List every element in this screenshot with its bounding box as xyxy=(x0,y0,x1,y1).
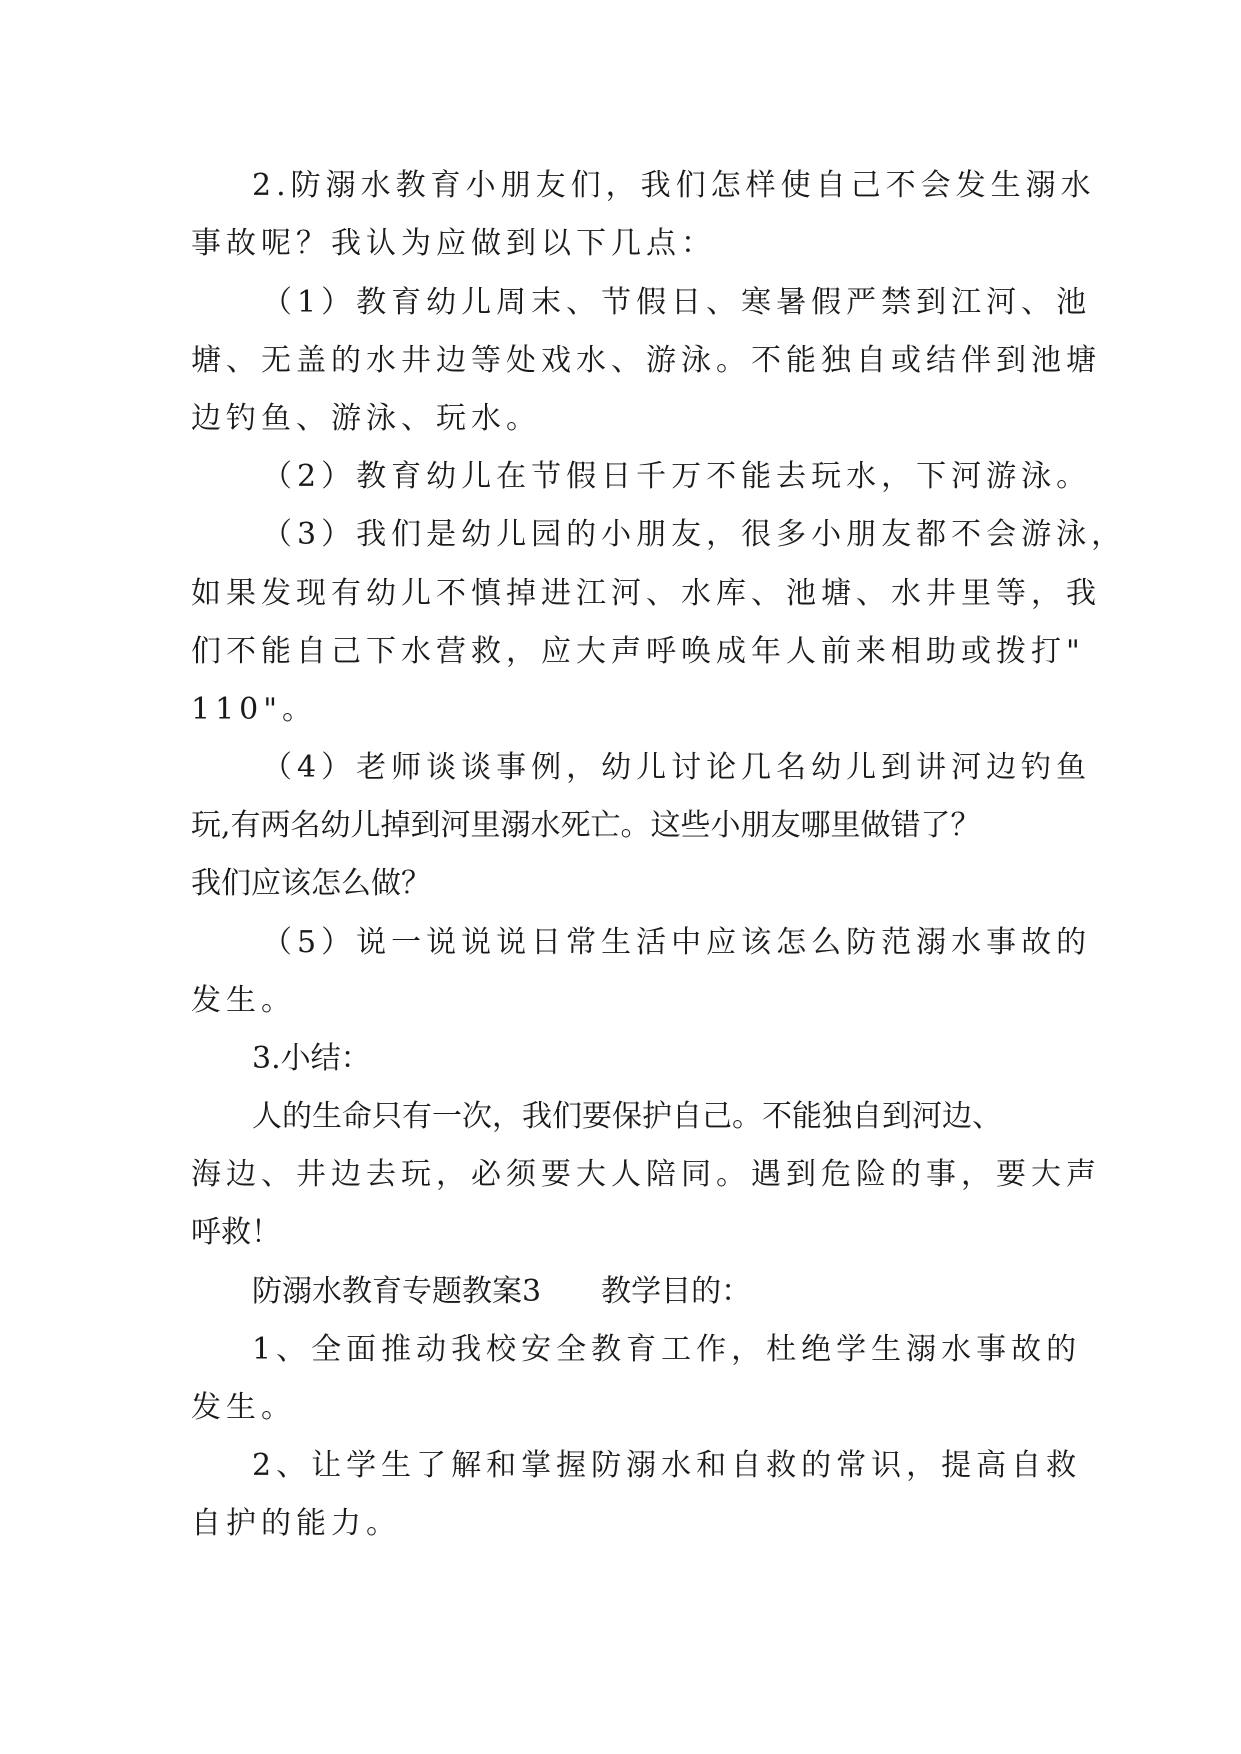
text-line: 塘、无盖的水井边等处戏水、游泳。不能独自或结伴到池塘 xyxy=(191,343,1101,378)
text-line: （5）说一说说说日常生活中应该怎么防范溺水事故的 xyxy=(262,925,1092,960)
text-line: （1）教育幼儿周末、节假日、寒暑假严禁到江河、池 xyxy=(262,285,1092,320)
text-line: 2、让学生了解和掌握防溺水和自救的常识，提高自救 xyxy=(252,1448,1082,1483)
text-line: 人的生命只有一次，我们要保护自己。不能独自到河边、 xyxy=(252,1099,1002,1134)
text-line: 发生。 xyxy=(191,1390,296,1425)
text-line: （2）教育幼儿在节假日千万不能去玩水，下河游泳。 xyxy=(262,459,1092,494)
text-line: 3.小结： xyxy=(252,1041,371,1076)
text-line: 防溺水教育专题教案3 教学目的： xyxy=(252,1274,752,1309)
text-line: 海边、井边去玩，必须要大人陪同。遇到危险的事，要大声 xyxy=(191,1157,1101,1192)
text-line: 自护的能力。 xyxy=(191,1506,401,1541)
text-line: 1、全面推动我校安全教育工作，杜绝学生溺水事故的 xyxy=(252,1332,1082,1367)
text-line: 玩,有两名幼儿掉到河里溺水死亡。这些小朋友哪里做错了？ xyxy=(191,808,981,843)
text-line: （4）老师谈谈事例，幼儿讨论几名幼儿到讲河边钓鱼 xyxy=(262,750,1092,785)
text-line: 2.防溺水教育小朋友们，我们怎样使自己不会发生溺水 xyxy=(252,168,1096,203)
text-line: 发生。 xyxy=(191,983,296,1018)
text-line: （3）我们是幼儿园的小朋友，很多小朋友都不会游泳， xyxy=(262,517,1127,552)
text-line: 我们应该怎么做？ xyxy=(191,866,431,901)
text-line: 事故呢？我认为应做到以下几点： xyxy=(191,226,716,261)
text-line: 如果发现有幼儿不慎掉进江河、水库、池塘、水井里等，我 xyxy=(191,576,1101,611)
text-line: 110"。 xyxy=(191,692,318,727)
text-line: 们不能自己下水营救，应大声呼唤成年人前来相助或拨打" xyxy=(191,634,1085,669)
text-line: 呼救！ xyxy=(191,1215,281,1250)
text-line: 边钓鱼、游泳、玩水。 xyxy=(191,401,541,436)
